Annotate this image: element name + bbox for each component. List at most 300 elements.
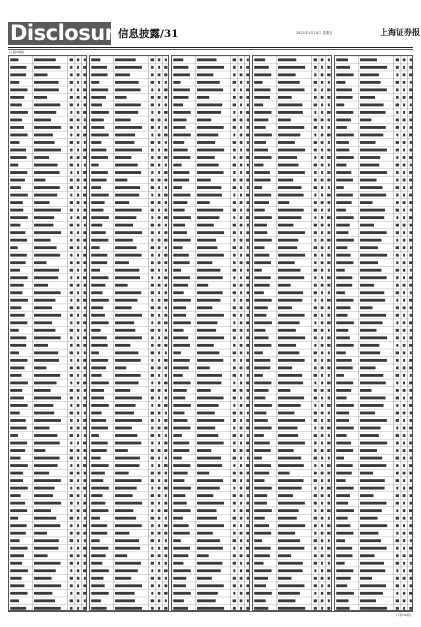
table-cell-text <box>336 81 345 84</box>
table-cell-text <box>165 442 168 445</box>
table-cell-text <box>115 351 138 354</box>
table-cell-text <box>360 276 387 279</box>
table-cell-text <box>173 141 184 144</box>
table-cell-text <box>360 351 380 354</box>
table-cell-text <box>246 134 249 137</box>
table-cell-text <box>360 224 374 227</box>
table-cell-text <box>278 397 304 400</box>
table-cell-text <box>10 171 27 174</box>
table-cell-text <box>10 412 20 415</box>
table-cell-text <box>197 239 216 242</box>
table-cell-text <box>173 449 189 452</box>
table-cell-text <box>158 194 160 197</box>
table-cell-text <box>197 547 223 550</box>
table-cell-text <box>173 209 184 212</box>
table-cell-text <box>165 502 168 505</box>
table-cell-text <box>336 374 344 377</box>
table-cell-text <box>92 434 100 437</box>
table-cell-text <box>396 359 399 362</box>
table-cell-text <box>173 291 184 294</box>
table-cell-text <box>402 517 405 520</box>
table-cell-text <box>321 216 323 219</box>
table-cell-text <box>84 494 86 497</box>
table-cell-text <box>233 201 236 204</box>
table-cell-text <box>115 547 140 550</box>
table-cell-text <box>158 592 161 595</box>
table-cell-text <box>409 419 412 422</box>
table-cell-text <box>409 344 412 347</box>
table-cell-text <box>34 269 59 272</box>
table-cell-text <box>197 412 215 415</box>
table-cell-text <box>360 269 381 272</box>
table-cell-text <box>336 524 350 527</box>
table-cell-text <box>115 442 141 445</box>
table-cell-text <box>409 246 411 249</box>
table-cell-text <box>197 321 217 324</box>
table-cell-text <box>336 434 347 437</box>
table-cell-text <box>158 494 161 497</box>
table-cell-text <box>115 584 142 587</box>
table-cell-text <box>34 502 61 505</box>
table-cell-text <box>197 366 210 369</box>
table-cell-text <box>254 149 268 152</box>
table-cell-text <box>158 479 160 482</box>
table-cell-text <box>336 607 349 610</box>
table-cell-text <box>336 569 353 572</box>
table-cell-text <box>360 194 386 197</box>
table-cell-text <box>336 532 353 535</box>
table-cell-text <box>396 472 399 475</box>
table-cell-text <box>254 381 271 384</box>
table-cell-text <box>314 532 316 535</box>
table-cell-text <box>34 156 49 159</box>
table-cell-text <box>246 254 249 257</box>
table-cell-text <box>409 449 412 452</box>
table-cell-text <box>151 291 154 294</box>
table-cell-text <box>152 88 154 91</box>
table-cell-text <box>360 502 386 505</box>
table-cell-text <box>336 306 350 309</box>
table-cell-text <box>84 284 86 287</box>
table-cell-text <box>233 487 235 490</box>
table-cell-text <box>151 599 154 602</box>
table-cell-text <box>360 141 375 144</box>
table-cell-text <box>314 577 317 580</box>
table-cell-text <box>152 111 154 114</box>
table-cell-text <box>70 284 73 287</box>
table-cell-text <box>327 449 330 452</box>
table-cell-text <box>83 111 87 114</box>
table-cell-text <box>336 73 353 76</box>
table-cell-text <box>115 487 137 490</box>
table-cell-text <box>360 539 381 542</box>
table-cell-text <box>409 96 412 99</box>
table-cell-text <box>158 321 161 324</box>
table-cell-text <box>10 442 27 445</box>
table-cell-text <box>173 427 190 430</box>
table-cell-text <box>151 412 154 415</box>
table-cell-text <box>395 209 398 212</box>
table-cell-text <box>165 532 168 535</box>
table-cell-text <box>360 66 387 69</box>
table-cell-text <box>92 171 109 174</box>
table-cell-text <box>84 539 86 542</box>
table-cell-text <box>254 562 263 565</box>
table-cell-text <box>395 224 398 227</box>
table-cell-text <box>240 224 243 227</box>
table-cell-text <box>396 487 398 490</box>
table-cell-text <box>321 524 323 527</box>
table-cell-text <box>314 457 318 460</box>
table-cell-text <box>278 284 291 287</box>
table-cell-text <box>360 397 386 400</box>
table-cell-text <box>314 209 317 212</box>
table-cell-text <box>83 254 86 257</box>
table-cell-text <box>164 547 167 550</box>
table-cell-text <box>84 186 86 189</box>
table-cell-text <box>254 224 267 227</box>
table-cell-text <box>233 336 236 339</box>
table-cell-text <box>327 111 331 114</box>
table-cell-text <box>115 186 140 189</box>
table-cell-text <box>164 464 168 467</box>
table-cell-text <box>173 434 182 437</box>
table-cell-text <box>409 186 411 189</box>
table-cell-text <box>314 231 317 234</box>
table-cell-text <box>327 509 330 512</box>
table-cell-text <box>70 487 72 490</box>
table-cell-text <box>10 434 18 437</box>
table-cell-text <box>314 261 316 264</box>
table-cell-text <box>173 584 186 587</box>
table-cell-text <box>314 419 317 422</box>
table-cell-text <box>77 171 79 174</box>
table-cell-text <box>360 186 383 189</box>
table-cell-text <box>197 73 213 76</box>
table-cell-text <box>152 487 154 490</box>
table-cell-text <box>360 88 387 91</box>
table-cell-text <box>10 427 27 430</box>
table-cell-text <box>278 231 305 234</box>
table-cell-text <box>396 427 398 430</box>
table-cell-text <box>70 562 73 565</box>
table-cell-text <box>278 321 300 324</box>
table-cell-text <box>34 359 59 362</box>
table-cell-text <box>10 479 23 482</box>
table-cell-text <box>197 261 212 264</box>
table-cell-text <box>254 532 271 535</box>
table-cell-text <box>278 389 290 392</box>
table-cell-text <box>395 336 398 339</box>
table-cell-text <box>70 359 72 362</box>
table-cell-text <box>327 366 330 369</box>
table-cell-text <box>70 532 73 535</box>
table-cell-text <box>254 73 271 76</box>
table-cell-text <box>254 141 266 144</box>
table-cell-text <box>402 321 404 324</box>
table-cell-text <box>246 321 249 324</box>
table-cell-text <box>254 186 262 189</box>
table-cell-text <box>158 464 160 467</box>
header-divider-thin <box>8 49 413 50</box>
table-cell-text <box>232 141 235 144</box>
table-cell-text <box>402 472 405 475</box>
table-cell-text <box>83 336 86 339</box>
table-cell-text <box>239 179 242 182</box>
table-cell-text <box>327 532 330 535</box>
table-cell-text <box>197 479 223 482</box>
table-cell-text <box>233 569 235 572</box>
table-cell-text <box>321 547 323 550</box>
table-cell-text <box>165 517 167 520</box>
table-cell-text <box>278 532 295 535</box>
table-cell-text <box>77 577 80 580</box>
table-cell-text <box>158 599 161 602</box>
table-cell-text <box>328 306 330 309</box>
table-cell-text <box>240 381 242 384</box>
table-cell-text <box>92 58 101 61</box>
table-cell-text <box>409 509 413 512</box>
table-cell-text <box>246 111 250 114</box>
table-cell-text <box>151 494 154 497</box>
table-cell-text <box>360 569 385 572</box>
table-cell-text <box>34 509 51 512</box>
table-cell-text <box>395 103 399 106</box>
table-cell-text <box>77 449 80 452</box>
table-cell-text <box>327 321 330 324</box>
table-cell-text <box>254 502 267 505</box>
table-cell-text <box>336 201 351 204</box>
table-cell-text <box>92 592 109 595</box>
table-cell-text <box>278 569 303 572</box>
table-cell-text <box>233 134 235 137</box>
table-cell-text <box>197 276 223 279</box>
table-cell-text <box>152 156 154 159</box>
table-cell-text <box>336 509 354 512</box>
table-cell-text <box>360 239 381 242</box>
table-cell-text <box>254 194 271 197</box>
table-cell-text <box>70 524 72 527</box>
table-cell-text <box>278 209 304 212</box>
table-cell-text <box>314 179 317 182</box>
table-cell-text <box>70 502 73 505</box>
table-cell-text <box>77 509 80 512</box>
table-cell-text <box>328 419 331 422</box>
table-cell-text <box>158 412 161 415</box>
table-cell-text <box>115 239 133 242</box>
table-cell-text <box>403 291 405 294</box>
table-cell-text <box>239 96 242 99</box>
table-cell-text <box>151 434 155 437</box>
table-cell-text <box>70 419 73 422</box>
table-cell-text <box>10 584 24 587</box>
table-cell-text <box>240 291 242 294</box>
table-cell-text <box>165 539 167 542</box>
table-cell-text <box>173 119 186 122</box>
table-cell-text <box>396 344 398 347</box>
table-cell-text <box>92 73 108 76</box>
table-cell-text <box>233 111 235 114</box>
table-cell-text <box>115 359 141 362</box>
table-cell-text <box>395 397 398 400</box>
table-cell-text <box>327 592 331 595</box>
table-cell-text <box>409 164 411 167</box>
table-cell-text <box>240 427 243 430</box>
table-cell-text <box>165 524 168 527</box>
table-cell-text <box>70 291 73 294</box>
table-cell-text <box>254 239 272 242</box>
table-cell-text <box>77 562 79 565</box>
table-cell-text <box>233 261 236 264</box>
table-cell-text <box>164 134 167 137</box>
table-cell-text <box>34 532 47 535</box>
table-cell-text <box>336 194 353 197</box>
table-cell-text <box>92 547 109 550</box>
table-cell-text <box>233 397 236 400</box>
table-cell-text <box>409 141 411 144</box>
table-cell-text <box>246 569 250 572</box>
table-cell-text <box>158 66 160 69</box>
table-cell-text <box>34 442 60 445</box>
table-cell-text <box>336 502 348 505</box>
table-cell-text <box>173 254 189 257</box>
table-cell-text <box>92 246 100 249</box>
table-cell-text <box>151 457 154 460</box>
table-cell-text <box>409 464 412 467</box>
table-cell-text <box>321 314 323 317</box>
table-cell-text <box>314 329 317 332</box>
table-cell-text <box>92 509 109 512</box>
table-cell-text <box>151 449 154 452</box>
table-cell-text <box>395 186 399 189</box>
table-cell-text <box>197 509 217 512</box>
table-cell-text <box>328 577 331 580</box>
table-cell-text <box>34 547 58 550</box>
table-cell-text <box>409 216 413 219</box>
table-cell-text <box>246 381 250 384</box>
table-cell-text <box>10 216 28 219</box>
table-cell-text <box>92 539 101 542</box>
table-cell-text <box>402 81 404 84</box>
table-cell-text <box>328 502 331 505</box>
table-cell-text <box>77 96 80 99</box>
table-cell-text <box>254 284 269 287</box>
table-cell-text <box>197 58 217 61</box>
table-cell-text <box>403 299 405 302</box>
table-cell-text <box>314 449 317 452</box>
table-cell-text <box>70 126 73 129</box>
table-cell-text <box>396 449 398 452</box>
table-cell-text <box>34 562 60 565</box>
table-cell-text <box>92 449 108 452</box>
table-cell-text <box>173 494 185 497</box>
table-cell-text <box>83 509 86 512</box>
table-cell-text <box>402 269 404 272</box>
table-cell-text <box>34 88 59 91</box>
table-cell-text <box>402 179 405 182</box>
table-cell-text <box>254 547 270 550</box>
table-cell-text <box>402 344 405 347</box>
table-cell-text <box>77 366 80 369</box>
table-cell-text <box>314 517 317 520</box>
table-cell-text <box>165 607 168 610</box>
table-cell-text <box>34 427 49 430</box>
table-cell-text <box>92 194 110 197</box>
table-cell-text <box>254 404 272 407</box>
table-cell-text <box>240 404 243 407</box>
table-cell-text <box>165 366 168 369</box>
table-cell-text <box>360 171 387 174</box>
table-cell-text <box>115 119 131 122</box>
table-cell-text <box>409 73 412 76</box>
table-cell-text <box>314 539 318 542</box>
table-cell-text <box>173 464 190 467</box>
table-cell-text <box>240 479 242 482</box>
table-cell-text <box>402 449 405 452</box>
table-cell-text <box>409 397 411 400</box>
table-cell-text <box>77 201 80 204</box>
table-section-lines <box>253 56 332 612</box>
table-cell-text <box>395 126 398 129</box>
table-cell-text <box>173 442 189 445</box>
table-cell-text <box>158 562 160 565</box>
table-cell-text <box>336 164 346 167</box>
table-cell-text <box>84 472 86 475</box>
table-cell-text <box>232 351 236 354</box>
table-cell-text <box>232 539 236 542</box>
table-cell-text <box>328 434 330 437</box>
table-cell-text <box>233 366 236 369</box>
table-cell-text <box>77 374 79 377</box>
table-cell-text <box>321 577 324 580</box>
table-cell-text <box>70 103 73 106</box>
table-cell-text <box>314 412 317 415</box>
table-cell-text <box>173 359 190 362</box>
table-cell-text <box>34 306 52 309</box>
table-cell-text <box>115 201 129 204</box>
table-cell-text <box>10 472 23 475</box>
table-cell-text <box>246 156 249 159</box>
table-cell-text <box>409 284 412 287</box>
table-cell-text <box>278 96 292 99</box>
table-cell-text <box>77 487 80 490</box>
table-cell-text <box>409 239 412 242</box>
table-cell-text <box>247 351 249 354</box>
table-cell-text <box>197 389 211 392</box>
table-cell-text <box>254 103 263 106</box>
table-cell-text <box>70 306 73 309</box>
table-cell-text <box>328 209 330 212</box>
table-cell-text <box>254 427 271 430</box>
table-cell-text <box>327 427 330 430</box>
table-cell-text <box>34 119 51 122</box>
table-cell-text <box>321 231 323 234</box>
table-cell-text <box>246 472 249 475</box>
table-cell-text <box>240 156 243 159</box>
table-cell-text <box>152 254 154 257</box>
table-cell-text <box>278 156 297 159</box>
table-cell-text <box>10 96 24 99</box>
table-cell-text <box>336 359 352 362</box>
table-cell-text <box>402 351 404 354</box>
table-cell-text <box>328 201 331 204</box>
table-cell-text <box>173 472 187 475</box>
table-cell-text <box>92 397 105 400</box>
table-cell-text <box>115 419 142 422</box>
table-cell-text <box>197 88 223 91</box>
table-cell-text <box>10 73 26 76</box>
table-cell-text <box>233 592 235 595</box>
